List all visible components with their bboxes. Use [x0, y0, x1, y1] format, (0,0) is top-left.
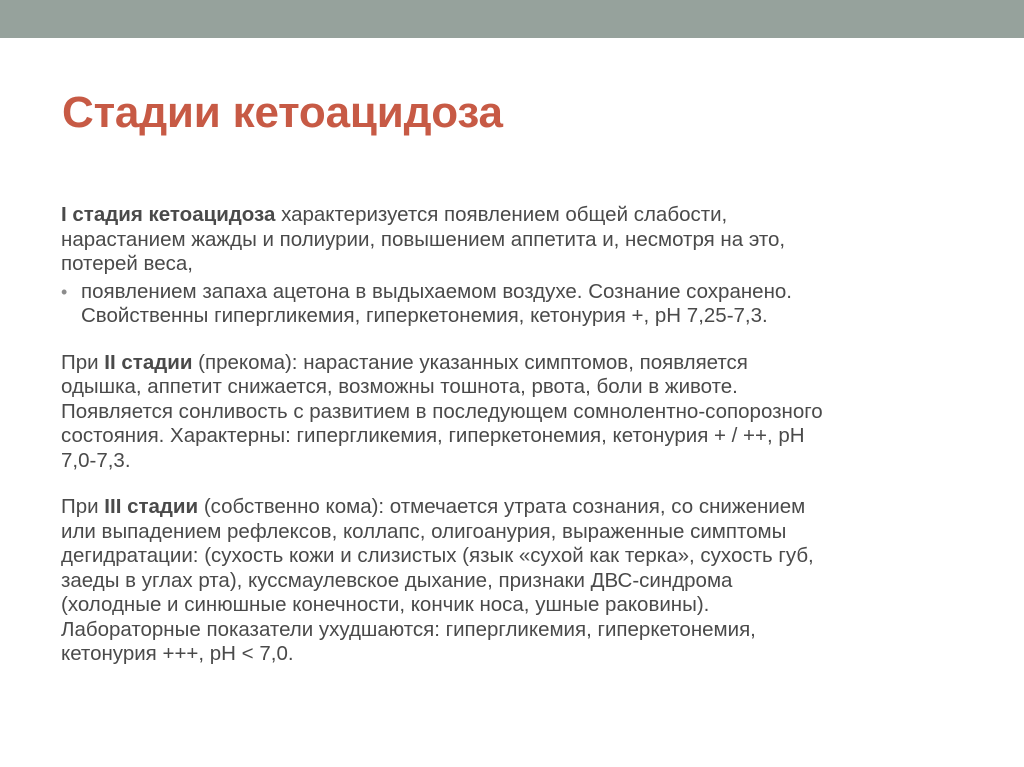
stage-3-line-5: (холодные и синюшные конечности, кончик носа, ушные раковины). [61, 593, 710, 616]
stage-1-line-1-text: характеризуется появлением общей слабости, [275, 203, 728, 226]
stage-2-line-1-text: (прекома): нарастание указанных симптомов, появляется [192, 350, 748, 374]
stage-1-bullet [61, 280, 981, 329]
bullet-icon: • [61, 281, 68, 302]
stage-1-bullet-line-1: появлением запаха ацетона в выдыхаемом воздухе. Сознание сохранено. [81, 279, 793, 303]
stage-3-line-1-text: (собственно кома): отмечается утрата сознания, со снижением [198, 495, 806, 518]
stage-3-line-7: кетонурия +++, pH < 7,0. [61, 642, 294, 665]
slide-title: Стадии кетоацидоза [62, 88, 503, 137]
stage-2-paragraph [61, 351, 981, 474]
stage-2-line-2: одышка, аппетит снижается, возможны тошнота, рвота, боли в животе. [61, 375, 738, 398]
stage-1-line-2: нарастанием жажды и полиурии, повышением аппетита и, несмотря на это, [61, 227, 786, 251]
stage-1-line-3: потерей веса, [61, 252, 193, 275]
stage-2-line-3: Появляется сонливость с развитием в последующем сомнолентно-сопорозного [61, 399, 823, 423]
stage-1-bullet-line-2: Свойственны гипергликемия, гиперкетонемия, кетонурия +, pH 7,25-7,3. [81, 304, 768, 327]
slide-body [61, 203, 981, 667]
stage-2-heading: II стадии [104, 350, 193, 374]
stage-3-prefix: При [61, 495, 105, 518]
stage-2-prefix: При [61, 350, 105, 374]
stage-2-line-4: состояния. Характерны: гипергликемия, гиперкетонемия, кетонурия + / ++, pH [61, 424, 805, 447]
stage-3-line-3: дегидратации: (сухость кожи и слизистых (язык «сухой как терка», сухость губ, [61, 544, 814, 567]
stage-1-line-1 [61, 203, 981, 228]
stage-3-heading: III стадии [104, 495, 199, 518]
stage-3-line-6: Лабораторные показатели ухудшаются: гипергликемия, гиперкетонемия, [61, 617, 756, 641]
stage-3-line-2: или выпадением рефлексов, коллапс, олигоанурия, выраженные симптомы [61, 519, 787, 543]
paragraph-spacer [61, 473, 981, 495]
top-accent-bar [0, 0, 1024, 38]
stage-1-paragraph [61, 203, 981, 277]
stage-2-line-5: 7,0-7,3. [61, 448, 131, 472]
stage-1-heading: I стадия кетоацидоза [61, 203, 276, 226]
paragraph-spacer [61, 329, 981, 351]
stage-2-line-1 [61, 351, 981, 376]
stage-3-line-1 [61, 495, 981, 520]
stage-3-paragraph [61, 495, 981, 667]
stage-3-line-4: заеды в углах рта), куссмаулевское дыхание, признаки ДВС-синдрома [61, 568, 733, 592]
